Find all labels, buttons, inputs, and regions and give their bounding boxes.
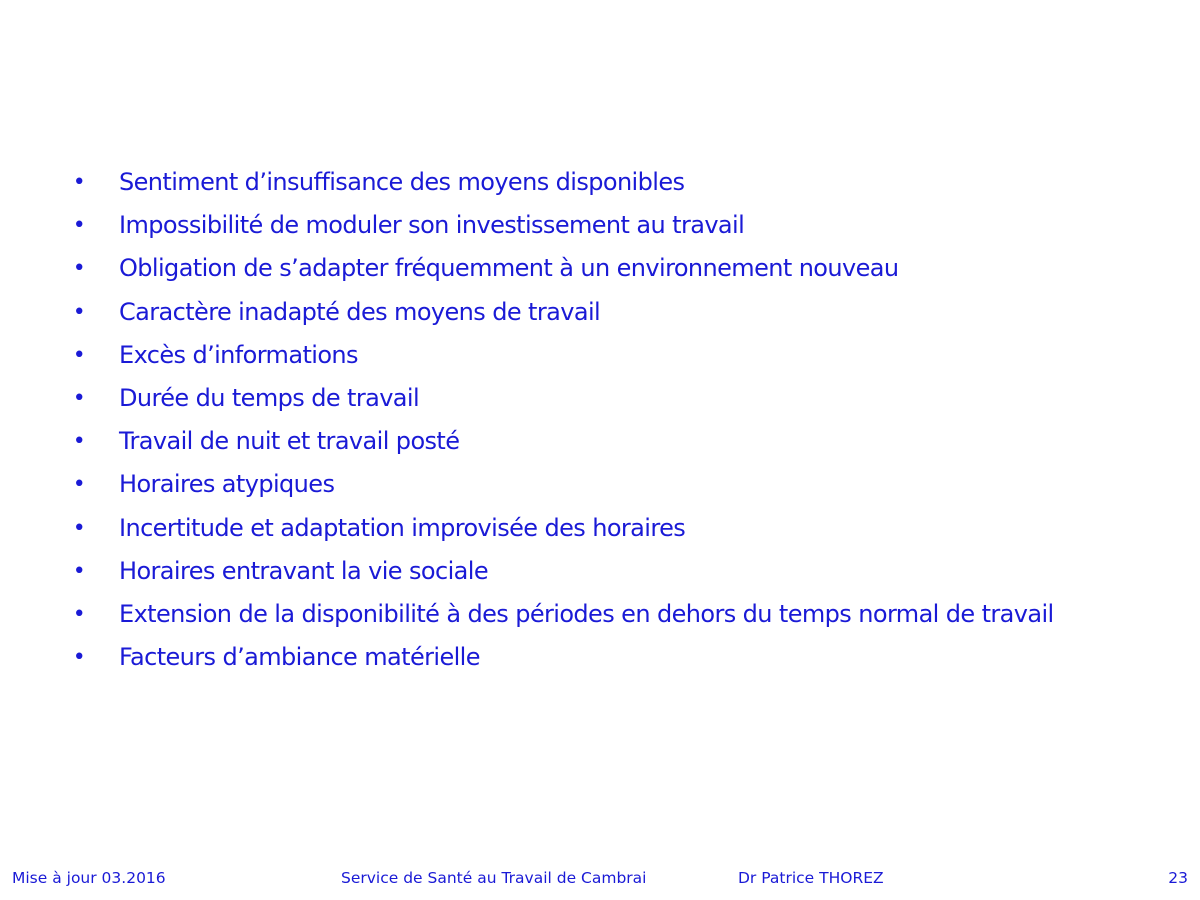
bullet-text: Extension de la disponibilité à des périodes en dehors du temps normal de travail bbox=[119, 599, 1054, 628]
bullet-dot: • bbox=[72, 256, 86, 282]
bullet-item bbox=[72, 247, 1054, 290]
bullet-dot: • bbox=[72, 385, 86, 411]
bullet-dot: • bbox=[72, 299, 86, 325]
bullet-dot: • bbox=[72, 170, 86, 195]
bullet-dot: • bbox=[72, 601, 86, 627]
bullet-text: Travail de nuit et travail posté bbox=[119, 427, 460, 456]
bullet-item bbox=[72, 204, 1054, 247]
bullet-item bbox=[72, 593, 1054, 636]
bullet-item bbox=[72, 507, 1054, 550]
bullet-text: Obligation de s’adapter fréquemment à un environnement nouveau bbox=[119, 254, 899, 283]
footer-service-name: Service de Santé au Travail de Cambrai bbox=[341, 869, 647, 887]
bullet-dot: • bbox=[72, 342, 86, 368]
footer-author: Dr Patrice THOREZ bbox=[738, 869, 884, 887]
bullet-item bbox=[72, 161, 1054, 204]
bullet-text: Durée du temps de travail bbox=[119, 383, 420, 412]
bullet-item bbox=[72, 550, 1054, 593]
bullet-item bbox=[72, 377, 1054, 420]
bullet-dot: • bbox=[72, 558, 86, 584]
bullet-dot: • bbox=[72, 645, 86, 671]
bullet-list bbox=[72, 161, 1054, 679]
bullet-text: Horaires entravant la vie sociale bbox=[119, 556, 488, 585]
footer-update-date: Mise à jour 03.2016 bbox=[12, 869, 166, 887]
bullet-text: Caractère inadapté des moyens de travail bbox=[119, 297, 601, 326]
bullet-item bbox=[72, 463, 1054, 506]
bullet-item bbox=[72, 291, 1054, 334]
bullet-item bbox=[72, 420, 1054, 463]
bullet-text: Excès d’informations bbox=[119, 340, 358, 369]
bullet-dot: • bbox=[72, 515, 86, 541]
bullet-text: Incertitude et adaptation improvisée des horaires bbox=[119, 513, 686, 542]
bullet-text: Facteurs d’ambiance matérielle bbox=[119, 643, 480, 672]
slide-footer bbox=[0, 866, 1200, 890]
bullet-text: Sentiment d’insuffisance des moyens disponibles bbox=[119, 168, 685, 196]
bullet-item bbox=[72, 636, 1054, 679]
bullet-text: Horaires atypiques bbox=[119, 470, 335, 499]
bullet-dot: • bbox=[72, 429, 86, 455]
bullet-dot: • bbox=[72, 213, 86, 239]
bullet-item bbox=[72, 334, 1054, 377]
footer-page-number: 23 bbox=[1168, 869, 1188, 887]
bullet-dot: • bbox=[72, 472, 86, 498]
bullet-text: Impossibilité de moduler son investissement au travail bbox=[119, 211, 745, 240]
